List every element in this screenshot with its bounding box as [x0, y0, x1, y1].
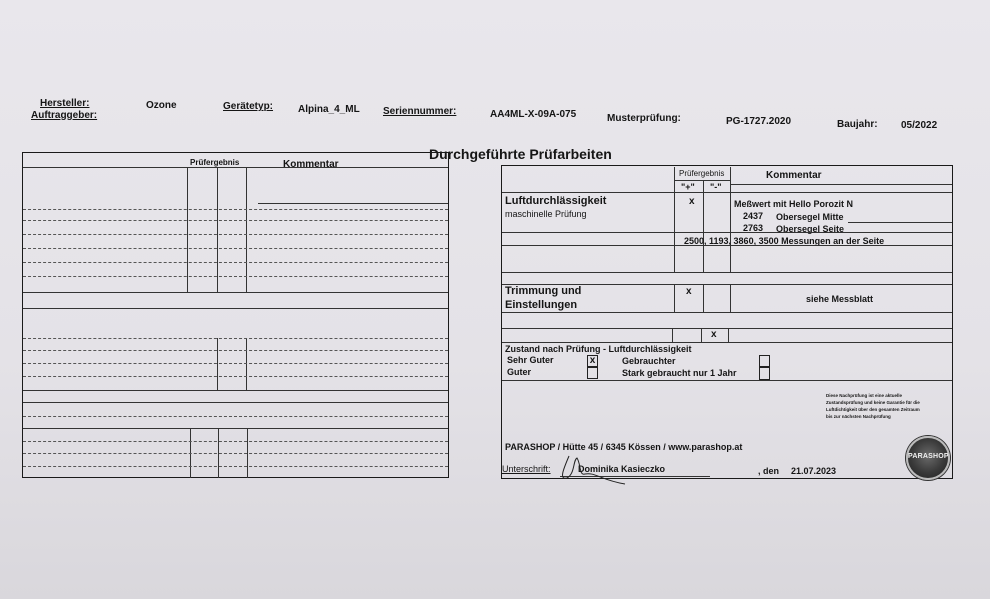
- trimmung-line2: Einstellungen: [505, 299, 578, 311]
- baujahr-value: 05/2022: [901, 120, 938, 131]
- left-dash-4: [23, 248, 448, 249]
- left-dash-11: [23, 416, 448, 417]
- stark-gebraucht-checkbox: [759, 367, 770, 380]
- right-line-b: [502, 245, 952, 246]
- left-dash-6: [23, 276, 448, 277]
- left-vline-2: [217, 167, 218, 292]
- left-vline-5: [246, 338, 247, 390]
- geraetetyp-label: Gerätetyp:: [223, 101, 274, 112]
- left-dash-3: [23, 234, 448, 235]
- m2-label: Obersegel Seite: [776, 224, 845, 234]
- disclaimer-line-3: Luftdichtigkeit über den gesamten Zeitraum: [826, 407, 920, 412]
- left-dash-8: [23, 350, 448, 351]
- left-dash-14: [23, 466, 448, 467]
- left-dash-5: [23, 262, 448, 263]
- right-vline-7: [672, 328, 673, 342]
- disclaimer-line-4: bis zur nächsten Nachprüfung: [826, 414, 891, 419]
- seal-text: PARASHOP: [908, 453, 949, 460]
- musterpruefung-label: Musterprüfung:: [607, 113, 681, 124]
- trimmung-mark: x: [686, 286, 692, 297]
- right-line-c: [502, 272, 952, 273]
- stark-gebraucht-label: Stark gebraucht nur 1 Jahr: [622, 368, 737, 378]
- trimmung-comment: siehe Messblatt: [806, 294, 874, 304]
- left-line-c: [23, 308, 448, 309]
- row-minus-mark: x: [711, 329, 717, 340]
- left-header-line: [23, 167, 448, 168]
- luft-mark: x: [689, 196, 695, 207]
- left-line-f: [23, 428, 448, 429]
- left-line-a: [258, 203, 448, 204]
- right-vline-3: [730, 167, 731, 272]
- right-header-subline: [674, 180, 730, 181]
- date-label: , den: [758, 466, 780, 476]
- messwert-text: Meßwert mit Hello Porozit N: [734, 199, 854, 209]
- page-title: Durchgeführte Prüfarbeiten: [429, 146, 612, 162]
- seriennummer-value: AA4ML-X-09A-075: [490, 109, 577, 120]
- left-line-e: [23, 402, 448, 403]
- left-dash-2: [23, 220, 448, 221]
- messungen-text: 2500, 1193, 3860, 3500 Messungen an der Seite: [684, 236, 885, 246]
- guter-checkbox: [587, 367, 598, 379]
- minus-header: "-": [710, 182, 722, 192]
- signer-name: Dominika Kasieczko: [578, 464, 666, 474]
- right-line-e: [502, 312, 952, 313]
- right-vline-2: [703, 180, 704, 272]
- left-line-b: [23, 292, 448, 293]
- right-line-h: [502, 380, 952, 381]
- m1-line: [848, 222, 952, 223]
- left-vline-1: [187, 167, 188, 292]
- m1-label: Obersegel Mitte: [776, 212, 844, 222]
- plus-header: "+": [681, 182, 695, 192]
- geraetetyp-value: Alpina_4_ML: [298, 104, 360, 115]
- date-value: 21.07.2023: [791, 466, 837, 476]
- gebrauchter-checkbox: [759, 355, 770, 367]
- right-line-a: [502, 232, 952, 233]
- baujahr-label: Baujahr:: [837, 119, 878, 130]
- left-line-d: [23, 390, 448, 391]
- right-kommentar-header: Kommentar: [766, 170, 822, 181]
- sehr-guter-checkbox: x: [587, 355, 598, 367]
- right-kommentar-line: [730, 184, 952, 185]
- hersteller-value: Ozone: [146, 100, 177, 111]
- left-dash-7: [23, 338, 448, 339]
- sehr-guter-label: Sehr Guter: [507, 355, 554, 365]
- left-table-frame: [22, 152, 449, 478]
- right-vline-1: [674, 167, 675, 272]
- company-line: PARASHOP / Hütte 45 / 6345 Kössen / www.parashop.at: [505, 442, 743, 452]
- left-dash-1: [23, 209, 448, 210]
- trimmung-line1: Trimmung und: [505, 285, 582, 297]
- left-dash-12: [23, 441, 448, 442]
- parashop-seal-icon: [906, 436, 950, 480]
- signature-scribble-icon: [555, 450, 635, 490]
- auftraggeber-label: Auftraggeber:: [31, 110, 98, 121]
- m1-value: 2437: [743, 211, 764, 221]
- left-pruefergebnis-header: Prüfergebnis: [190, 158, 240, 167]
- left-vline-3: [246, 167, 247, 292]
- left-vline-4: [217, 338, 218, 390]
- unterschrift-label: Unterschrift:: [502, 464, 551, 474]
- left-dash-9: [23, 363, 448, 364]
- gebrauchter-label: Gebrauchter: [622, 356, 676, 366]
- luft-title: Luftdurchlässigkeit: [505, 195, 607, 207]
- right-vline-8: [701, 328, 702, 342]
- right-header-line: [502, 192, 952, 193]
- hersteller-label: Hersteller:: [40, 98, 90, 109]
- right-vline-5: [703, 284, 704, 312]
- disclaimer-line-1: Diese Nachprüfung ist eine aktuelle: [826, 393, 903, 398]
- guter-label: Guter: [507, 367, 532, 377]
- luft-sub: maschinelle Prüfung: [505, 209, 587, 219]
- m2-value: 2763: [743, 223, 764, 233]
- zustand-title: Zustand nach Prüfung - Luftdurchlässigkeit: [505, 344, 692, 354]
- right-line-f: [502, 328, 952, 329]
- disclaimer: [826, 392, 920, 420]
- right-pruefergebnis-header: Prüfergebnis: [679, 169, 725, 178]
- disclaimer-line-2: Zustandsprüfung und keine Garantie für die: [826, 400, 920, 405]
- seriennummer-label: Seriennummer:: [383, 106, 457, 117]
- musterpruefung-value: PG-1727.2020: [726, 116, 792, 127]
- left-kommentar-header: Kommentar: [283, 159, 339, 170]
- left-dash-10: [23, 376, 448, 377]
- right-line-g: [502, 342, 952, 343]
- right-vline-9: [728, 328, 729, 342]
- right-vline-6: [730, 284, 731, 312]
- right-vline-4: [674, 284, 675, 312]
- left-dash-13: [23, 453, 448, 454]
